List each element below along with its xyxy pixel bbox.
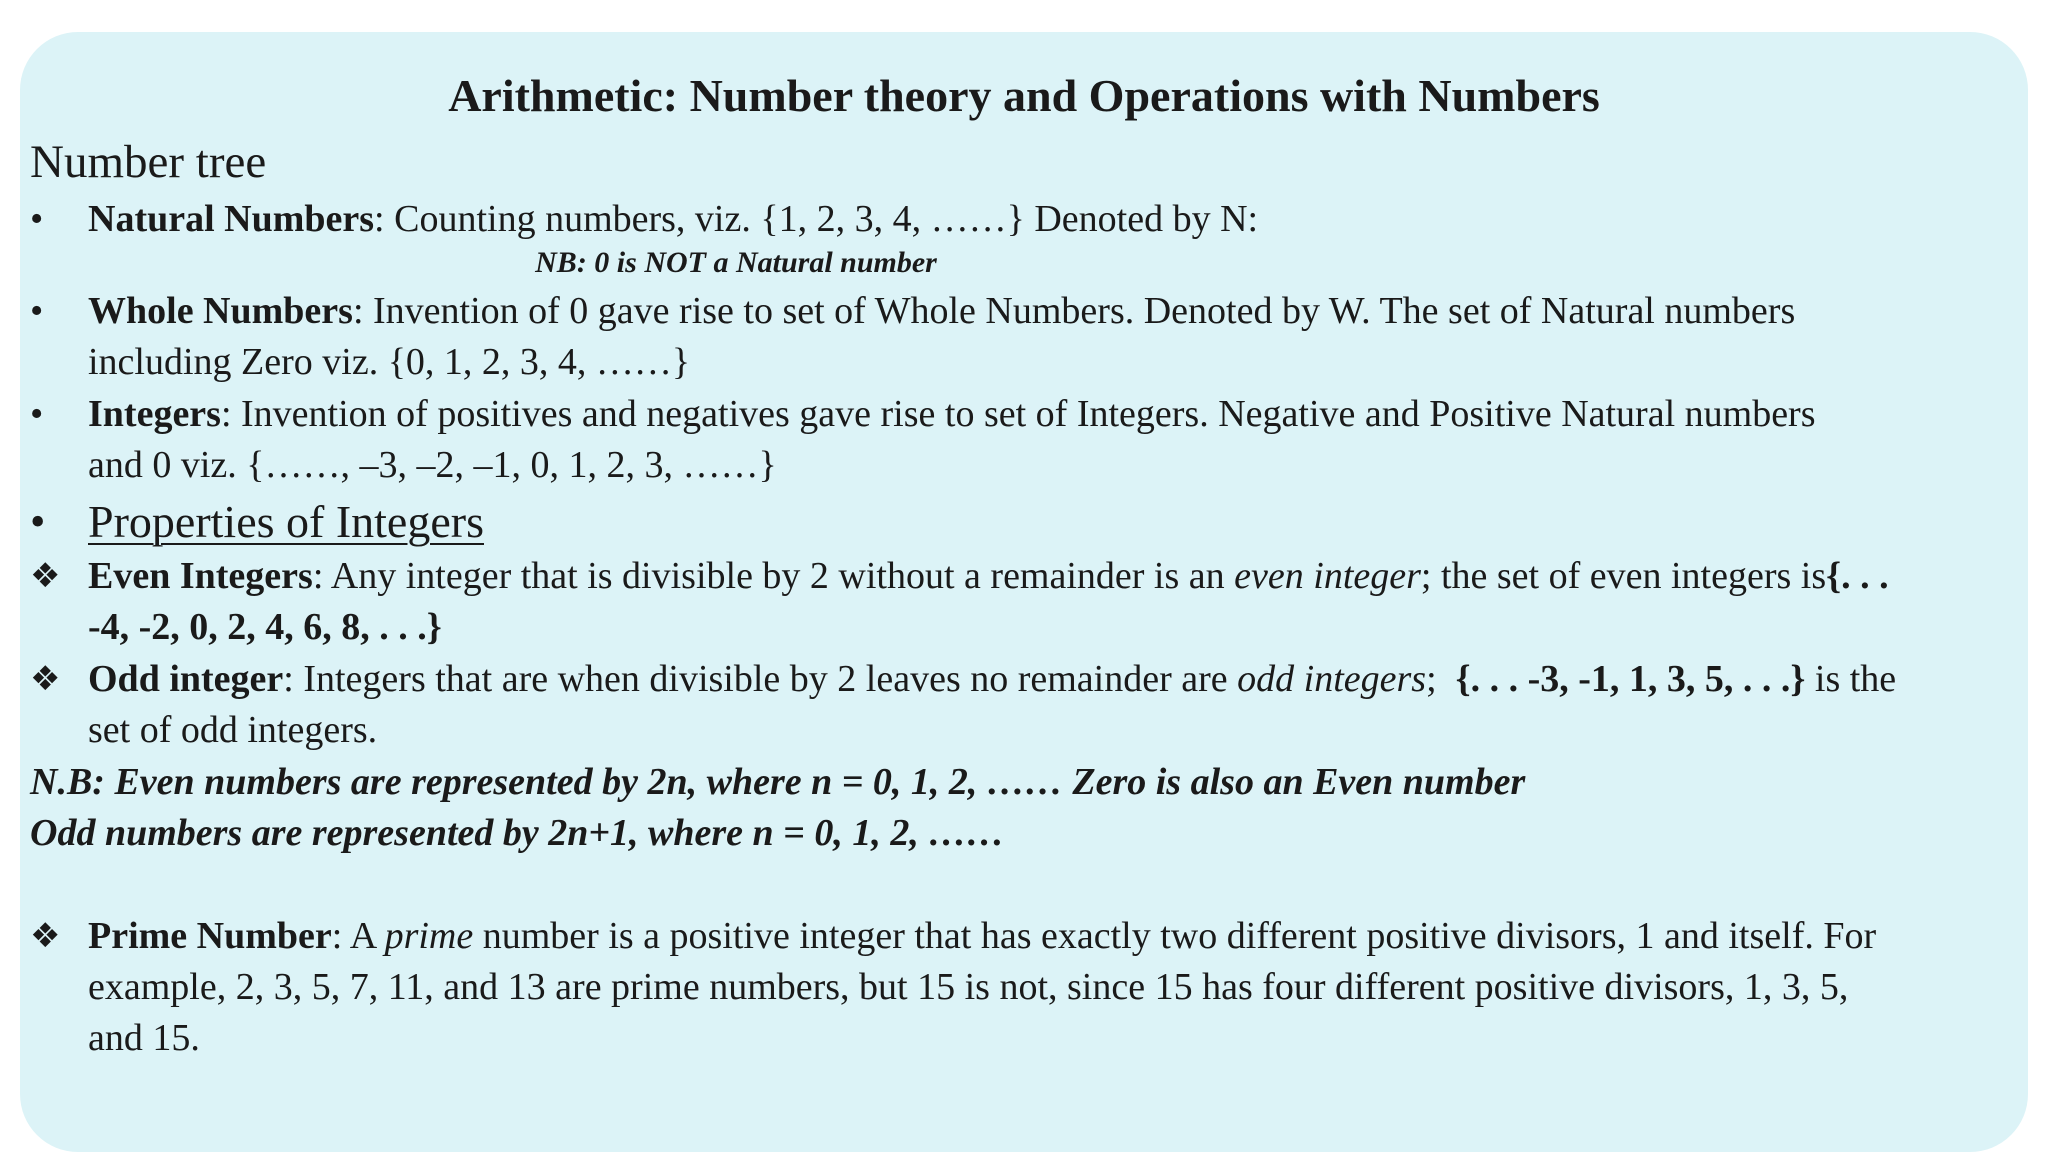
list-item-prime-number [30,911,2020,1064]
odd-set: {. . . -3, -1, 1, 3, 5, . . .} [1455,658,1806,700]
list-item-even-integers [30,551,2020,653]
list-item-integers [30,389,2020,491]
odd-italic: odd integers [1237,658,1427,700]
term-prime-number: Prime Number [88,915,332,957]
bullet-icon: • [30,290,44,332]
nb-even-note: N.B: Even numbers are represented by 2n, where n = 0, 1, 2, …… Zero is also an Even number [30,761,1526,803]
odd-text-line2: set of odd integers. [88,709,378,751]
odd-text-2: ; [1426,658,1456,700]
nb-odd-note: Odd numbers are represented by 2n+1, where n = 0, 1, 2, …… [30,812,1005,854]
bullet-icon: • [30,393,44,435]
bullet-icon: • [30,497,46,546]
list-item-whole-numbers [30,286,2020,388]
whole-numbers-text-line2: including Zero viz. {0, 1, 2, 3, 4, ……} [88,341,691,383]
term-even-integers: Even Integers [88,555,313,597]
list-item-odd-integers [30,654,2020,756]
diamond-bullet-icon: ❖ [30,916,61,956]
term-odd-integer: Odd integer [88,658,284,700]
prime-italic: prime [384,915,474,957]
prime-text-line2: example, 2, 3, 5, 7, 11, and 13 are prime numbers, but 15 is not, since 15 has four different positive divisors, 1, 3, 5, [88,966,1849,1008]
odd-text-1: : Integers that are when divisible by 2 leaves no remainder are [283,658,1238,700]
odd-text-3: is the [1805,658,1897,700]
even-italic: even integer [1234,555,1421,597]
integers-text: : Invention of positives and negatives gave rise to set of Integers. Negative and Positive Natural numbers [220,393,1816,435]
diamond-bullet-icon: ❖ [30,659,61,699]
even-set-part1: {. . . [1826,555,1889,597]
properties-heading-item [30,494,484,550]
prime-text-2: number is a positive integer that has exactly two different positive divisors, 1 and itself. For [473,915,1877,957]
even-text-1: : Any integer that is divisible by 2 without a remainder is an [312,555,1235,597]
term-integers: Integers [88,393,221,435]
term-whole-numbers: Whole Numbers [88,290,353,332]
natural-note: NB: 0 is NOT a Natural number [535,246,937,279]
prime-text-line3: and 15. [88,1017,200,1059]
bullet-icon: • [30,198,44,240]
whole-numbers-text: : Invention of 0 gave rise to set of Whole Numbers. Denoted by W. The set of Natural numbers [352,290,1796,332]
properties-heading: Properties of Integers [88,496,484,547]
section-heading: Number tree [30,136,267,188]
term-natural-numbers: Natural Numbers [88,198,375,240]
diamond-bullet-icon: ❖ [30,556,61,596]
prime-text-1: : A [331,915,385,957]
list-item-natural-numbers [30,194,2020,245]
integers-text-line2: and 0 viz. {……, –3, –2, –1, 0, 1, 2, 3, ……} [88,444,777,486]
page-title: Arithmetic: Number theory and Operations with Numbers [448,70,1600,121]
even-text-2: ; the set of even integers is [1420,555,1827,597]
even-set-part2: -4, -2, 0, 2, 4, 6, 8, . . .} [88,606,442,648]
natural-numbers-text: : Counting numbers, viz. {1, 2, 3, 4, ……} Denoted by N: [374,198,1259,240]
